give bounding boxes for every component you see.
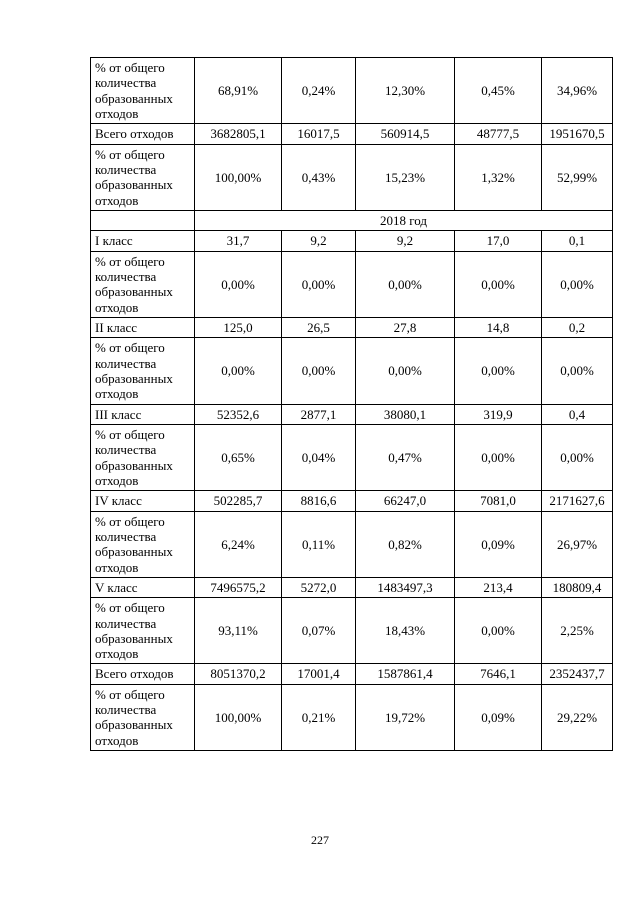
data-cell: 31,7 [195, 231, 282, 251]
data-cell: 14,8 [455, 317, 542, 337]
data-cell: 100,00% [195, 144, 282, 210]
row-label: % от общего количества образованных отходов [91, 144, 195, 210]
row-label: % от общего количества образованных отходов [91, 338, 195, 404]
data-cell: 9,2 [282, 231, 356, 251]
table-row [91, 424, 613, 490]
table-row [91, 231, 613, 251]
table-row [91, 511, 613, 577]
data-cell: 0,2 [542, 317, 613, 337]
data-cell: 7646,1 [455, 664, 542, 684]
data-cell: 125,0 [195, 317, 282, 337]
data-cell: 0,00% [455, 251, 542, 317]
table-row [91, 251, 613, 317]
data-cell: 0,43% [282, 144, 356, 210]
row-label: % от общего количества образованных отходов [91, 684, 195, 750]
data-cell: 26,5 [282, 317, 356, 337]
data-cell: 213,4 [455, 577, 542, 597]
data-cell: 0,09% [455, 684, 542, 750]
row-label: Всего отходов [91, 664, 195, 684]
data-cell: 0,00% [356, 251, 455, 317]
data-cell: 1483497,3 [356, 577, 455, 597]
data-cell: 19,72% [356, 684, 455, 750]
section-title: 2018 год [195, 210, 613, 230]
data-cell: 0,00% [542, 424, 613, 490]
data-cell: 26,97% [542, 511, 613, 577]
data-cell: 9,2 [356, 231, 455, 251]
waste-table-body [91, 58, 613, 751]
data-cell: 0,82% [356, 511, 455, 577]
data-cell: 48777,5 [455, 124, 542, 144]
row-label: I класс [91, 231, 195, 251]
row-label: Всего отходов [91, 124, 195, 144]
data-cell: 52,99% [542, 144, 613, 210]
data-cell: 2,25% [542, 598, 613, 664]
table-row [91, 664, 613, 684]
row-label: IV класс [91, 491, 195, 511]
data-cell: 52352,6 [195, 404, 282, 424]
data-cell: 7496575,2 [195, 577, 282, 597]
table-row [91, 58, 613, 124]
data-cell: 1587861,4 [356, 664, 455, 684]
data-cell: 0,21% [282, 684, 356, 750]
data-cell: 38080,1 [356, 404, 455, 424]
data-cell: 0,00% [195, 338, 282, 404]
table-row [91, 491, 613, 511]
waste-statistics-table [90, 57, 613, 751]
data-cell: 0,00% [282, 251, 356, 317]
data-cell: 1951670,5 [542, 124, 613, 144]
data-cell: 0,24% [282, 58, 356, 124]
data-cell: 27,8 [356, 317, 455, 337]
data-cell: 8051370,2 [195, 664, 282, 684]
data-cell: 0,00% [455, 598, 542, 664]
data-cell: 2352437,7 [542, 664, 613, 684]
data-cell: 5272,0 [282, 577, 356, 597]
data-cell: 0,00% [542, 338, 613, 404]
data-cell: 0,47% [356, 424, 455, 490]
data-cell: 17001,4 [282, 664, 356, 684]
data-cell: 16017,5 [282, 124, 356, 144]
data-cell: 0,00% [195, 251, 282, 317]
data-cell: 100,00% [195, 684, 282, 750]
data-cell: 0,00% [356, 338, 455, 404]
data-cell: 1,32% [455, 144, 542, 210]
data-cell: 7081,0 [455, 491, 542, 511]
data-cell: 0,04% [282, 424, 356, 490]
table-row [91, 338, 613, 404]
data-cell: 18,43% [356, 598, 455, 664]
table-row [91, 144, 613, 210]
data-cell: 12,30% [356, 58, 455, 124]
data-cell: 0,4 [542, 404, 613, 424]
section-row [91, 210, 613, 230]
data-cell: 17,0 [455, 231, 542, 251]
row-label: II класс [91, 317, 195, 337]
page-number: 227 [311, 833, 329, 847]
data-cell: 0,1 [542, 231, 613, 251]
data-cell: 2171627,6 [542, 491, 613, 511]
data-cell: 29,22% [542, 684, 613, 750]
data-cell: 34,96% [542, 58, 613, 124]
row-label: % от общего количества образованных отходов [91, 251, 195, 317]
data-cell: 502285,7 [195, 491, 282, 511]
data-cell: 66247,0 [356, 491, 455, 511]
row-label: V класс [91, 577, 195, 597]
data-cell: 0,00% [542, 251, 613, 317]
data-cell: 0,07% [282, 598, 356, 664]
table-row [91, 577, 613, 597]
row-label: % от общего количества образованных отходов [91, 598, 195, 664]
row-label: % от общего количества образованных отходов [91, 58, 195, 124]
row-label: % от общего количества образованных отходов [91, 424, 195, 490]
row-label: % от общего количества образованных отходов [91, 511, 195, 577]
data-cell: 319,9 [455, 404, 542, 424]
data-cell: 3682805,1 [195, 124, 282, 144]
data-cell: 0,00% [282, 338, 356, 404]
data-cell: 180809,4 [542, 577, 613, 597]
data-cell: 15,23% [356, 144, 455, 210]
data-cell: 93,11% [195, 598, 282, 664]
table-row [91, 124, 613, 144]
row-label: III класс [91, 404, 195, 424]
table-row [91, 598, 613, 664]
data-cell: 560914,5 [356, 124, 455, 144]
data-cell: 0,00% [455, 338, 542, 404]
data-cell: 2877,1 [282, 404, 356, 424]
data-cell: 0,09% [455, 511, 542, 577]
data-cell: 0,65% [195, 424, 282, 490]
data-cell: 68,91% [195, 58, 282, 124]
table-row [91, 684, 613, 750]
data-cell: 0,45% [455, 58, 542, 124]
data-cell: 0,00% [455, 424, 542, 490]
table-row [91, 317, 613, 337]
table-row [91, 404, 613, 424]
data-cell: 8816,6 [282, 491, 356, 511]
empty-cell [91, 210, 195, 230]
data-cell: 6,24% [195, 511, 282, 577]
data-cell: 0,11% [282, 511, 356, 577]
